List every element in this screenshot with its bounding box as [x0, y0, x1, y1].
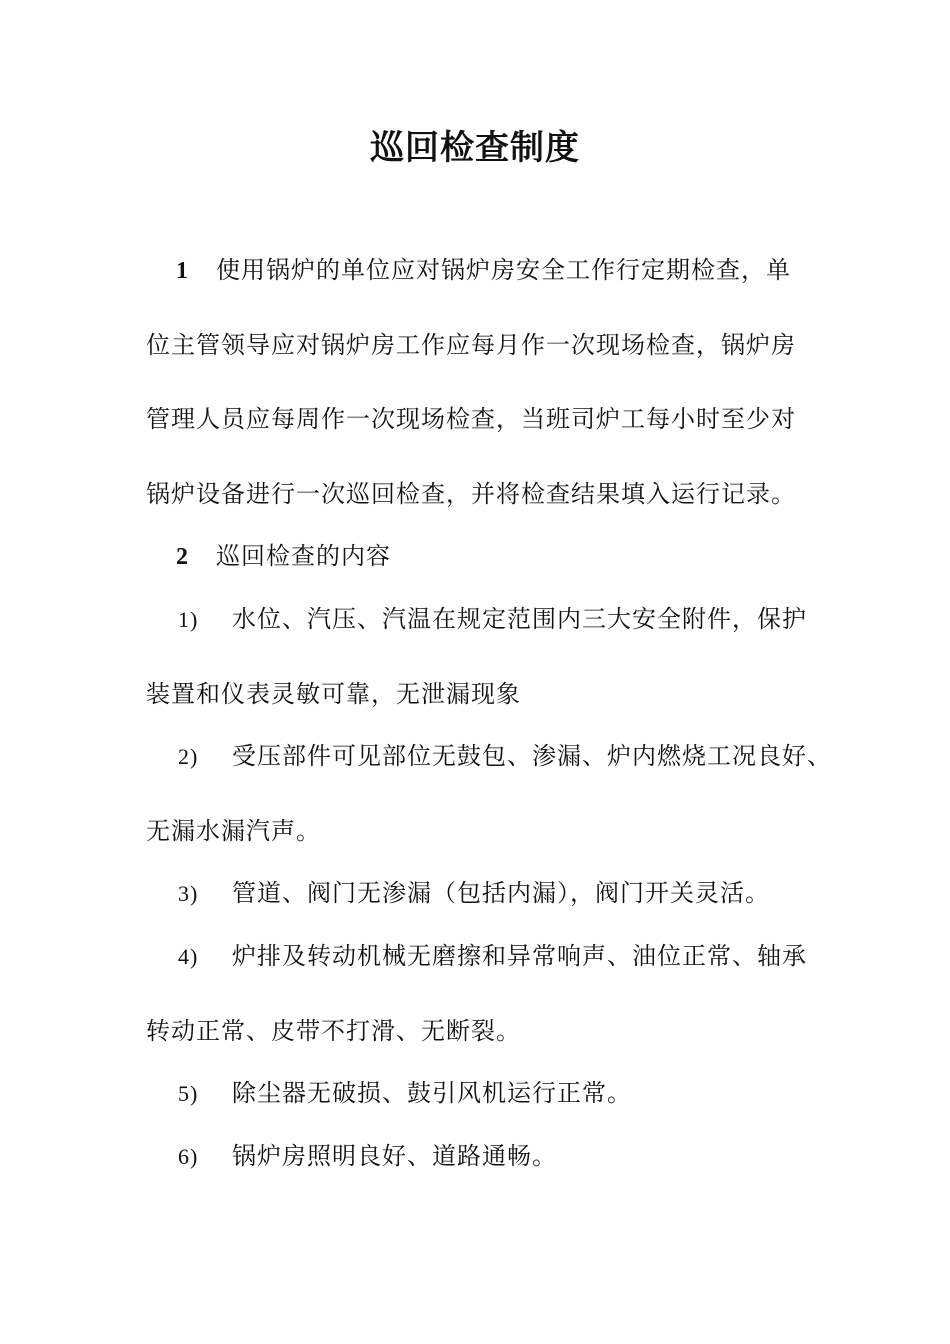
item-1-line-2: 装置和仪表灵敏可靠，无泄漏现象: [146, 680, 521, 708]
item-6-text-1: 锅炉房照明良好、道路通畅。: [232, 1142, 557, 1170]
section-1-line-3: 管理人员应每周作一次现场检查，当班司炉工每小时至少对: [146, 405, 796, 433]
section-2-heading: [176, 538, 391, 575]
item-1-line-1: [178, 601, 807, 638]
item-2-text-1: 受压部件可见部位无鼓包、渗漏、炉内燃烧工况良好、: [232, 742, 832, 770]
section-1-line-1: [176, 252, 791, 289]
item-5-text-1: 除尘器无破损、鼓引风机运行正常。: [232, 1079, 632, 1107]
item-2-line-2: 无漏水漏汽声。: [146, 817, 321, 845]
item-4-line-2: 转动正常、皮带不打滑、无断裂。: [146, 1017, 521, 1045]
section-2-heading-text: 巡回检查的内容: [216, 542, 391, 570]
item-5-number: 5): [178, 1081, 199, 1106]
item-4-number: 4): [178, 944, 199, 969]
section-1-line-2: 位主管领导应对锅炉房工作应每月作一次现场检查，锅炉房: [146, 331, 796, 359]
item-1-number: 1): [178, 607, 199, 632]
item-3-number: 3): [178, 881, 199, 906]
section-1-text-1: 使用锅炉的单位应对锅炉房安全工作行定期检查，单: [216, 256, 791, 284]
item-5-line-1: [178, 1075, 632, 1112]
item-1-text-1: 水位、汽压、汽温在规定范围内三大安全附件，保护: [232, 605, 807, 633]
item-3-line-1: [178, 875, 770, 912]
item-4-text-1: 炉排及转动机械无磨擦和异常响声、油位正常、轴承: [232, 942, 807, 970]
item-2-number: 2): [178, 744, 199, 769]
document-title: 巡回检查制度: [370, 128, 580, 168]
section-1-line-4: 锅炉设备进行一次巡回检查，并将检查结果填入运行记录。: [146, 480, 796, 508]
section-2-number: 2: [176, 544, 189, 570]
item-2-line-1: [178, 738, 832, 775]
item-6-number: 6): [178, 1144, 199, 1169]
section-1-number: 1: [176, 258, 189, 284]
item-4-line-1: [178, 938, 807, 975]
item-6-line-1: [178, 1138, 557, 1175]
item-3-text-1: 管道、阀门无渗漏（包括内漏），阀门开关灵活。: [232, 879, 770, 907]
